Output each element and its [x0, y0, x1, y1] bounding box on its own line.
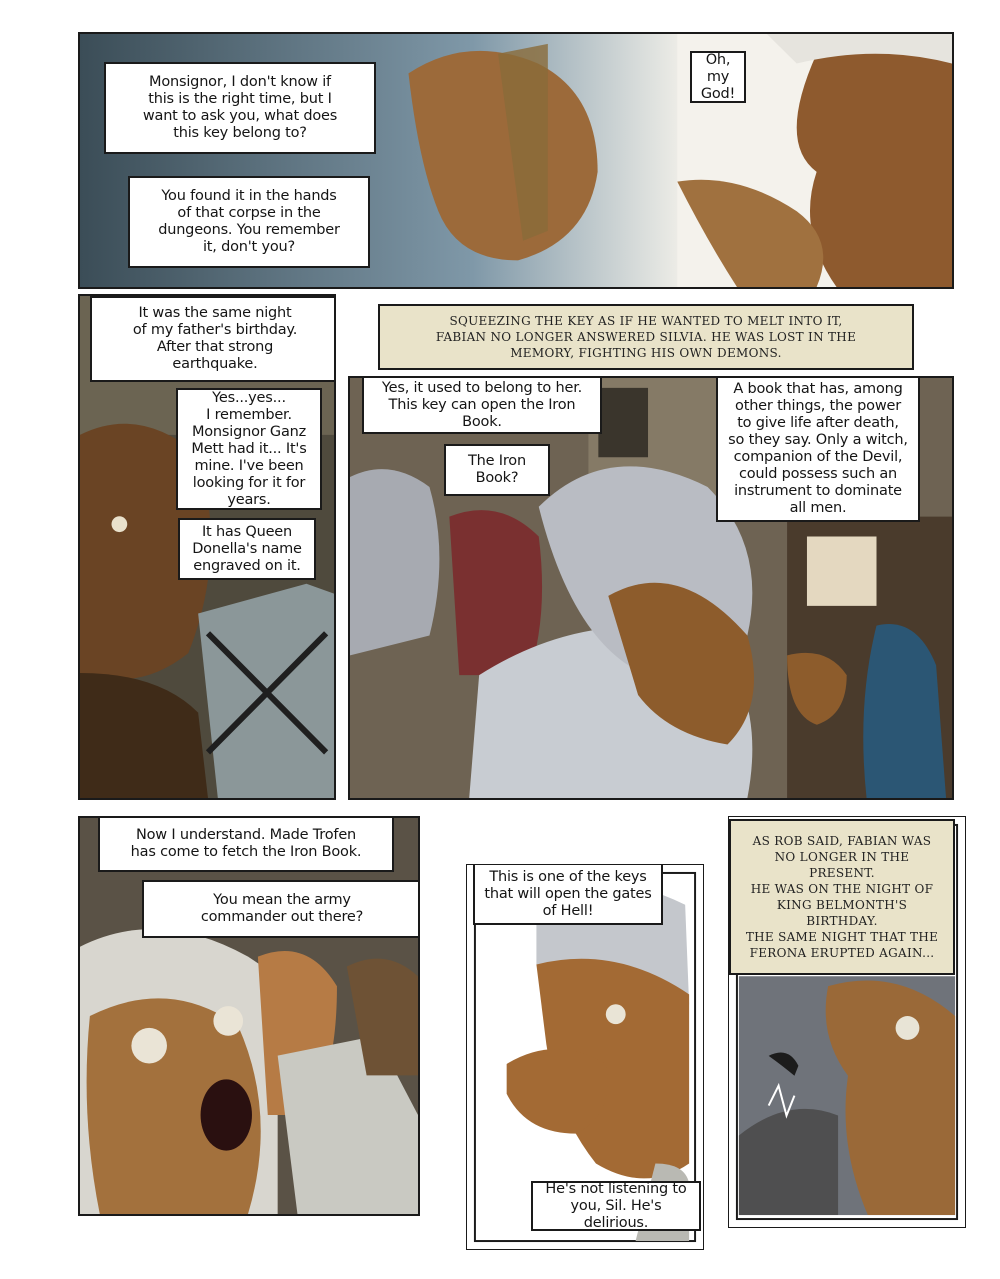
panel-2 — [78, 294, 336, 800]
speech-balloon: Yes, it used to belong to her. This key can open the Iron Book. — [362, 376, 602, 434]
speech-balloon: The Iron Book? — [444, 444, 550, 496]
speech-balloon: It has Queen Donella's name engraved on it. — [178, 518, 316, 580]
speech-balloon: A book that has, among other things, the power to give life after death, so they say. Only a witch, companion of the Devil, could possess such an instrument to dominate all men. — [716, 376, 920, 522]
panel-6 — [728, 816, 966, 1228]
panel-1 — [78, 32, 954, 289]
speech-balloon: He's not listening to you, Sil. He's delirious. — [531, 1181, 701, 1231]
speech-balloon: Now I understand. Made Trofen has come to fetch the Iron Book. — [98, 816, 394, 872]
panel-4-artwork — [80, 818, 418, 1214]
narration-caption: SQUEEZING THE KEY AS IF HE WANTED TO MELT INTO IT, FABIAN NO LONGER ANSWERED SILVIA. HE WAS LOST IN THE MEMORY, FIGHTING HIS OWN DEMONS. — [378, 304, 914, 370]
speech-balloon: Yes...yes... I remember. Monsignor Ganz Mett had it... It's mine. I've been looking for it for years. — [176, 388, 322, 510]
speech-balloon: Oh, my God! — [690, 51, 746, 103]
panel-3 — [348, 376, 954, 800]
speech-balloon: You found it in the hands of that corpse in the dungeons. You remember it, don't you? — [128, 176, 370, 268]
speech-balloon: Monsignor, I don't know if this is the right time, but I want to ask you, what does this key belong to? — [104, 62, 376, 154]
speech-balloon: You mean the army commander out there? — [142, 880, 420, 938]
panel-4 — [78, 816, 420, 1216]
speech-balloon: It was the same night of my father's birthday. After that strong earthquake. — [90, 296, 336, 382]
speech-balloon: This is one of the keys that will open the gates of Hell! — [473, 864, 663, 925]
panel-5 — [466, 864, 704, 1250]
narration-caption: AS ROB SAID, FABIAN WAS NO LONGER IN THE PRESENT. HE WAS ON THE NIGHT OF KING BELMONTH'S BIRTHDAY. THE SAME NIGHT THAT THE FERONA ERUPTED AGAIN... — [729, 819, 955, 975]
